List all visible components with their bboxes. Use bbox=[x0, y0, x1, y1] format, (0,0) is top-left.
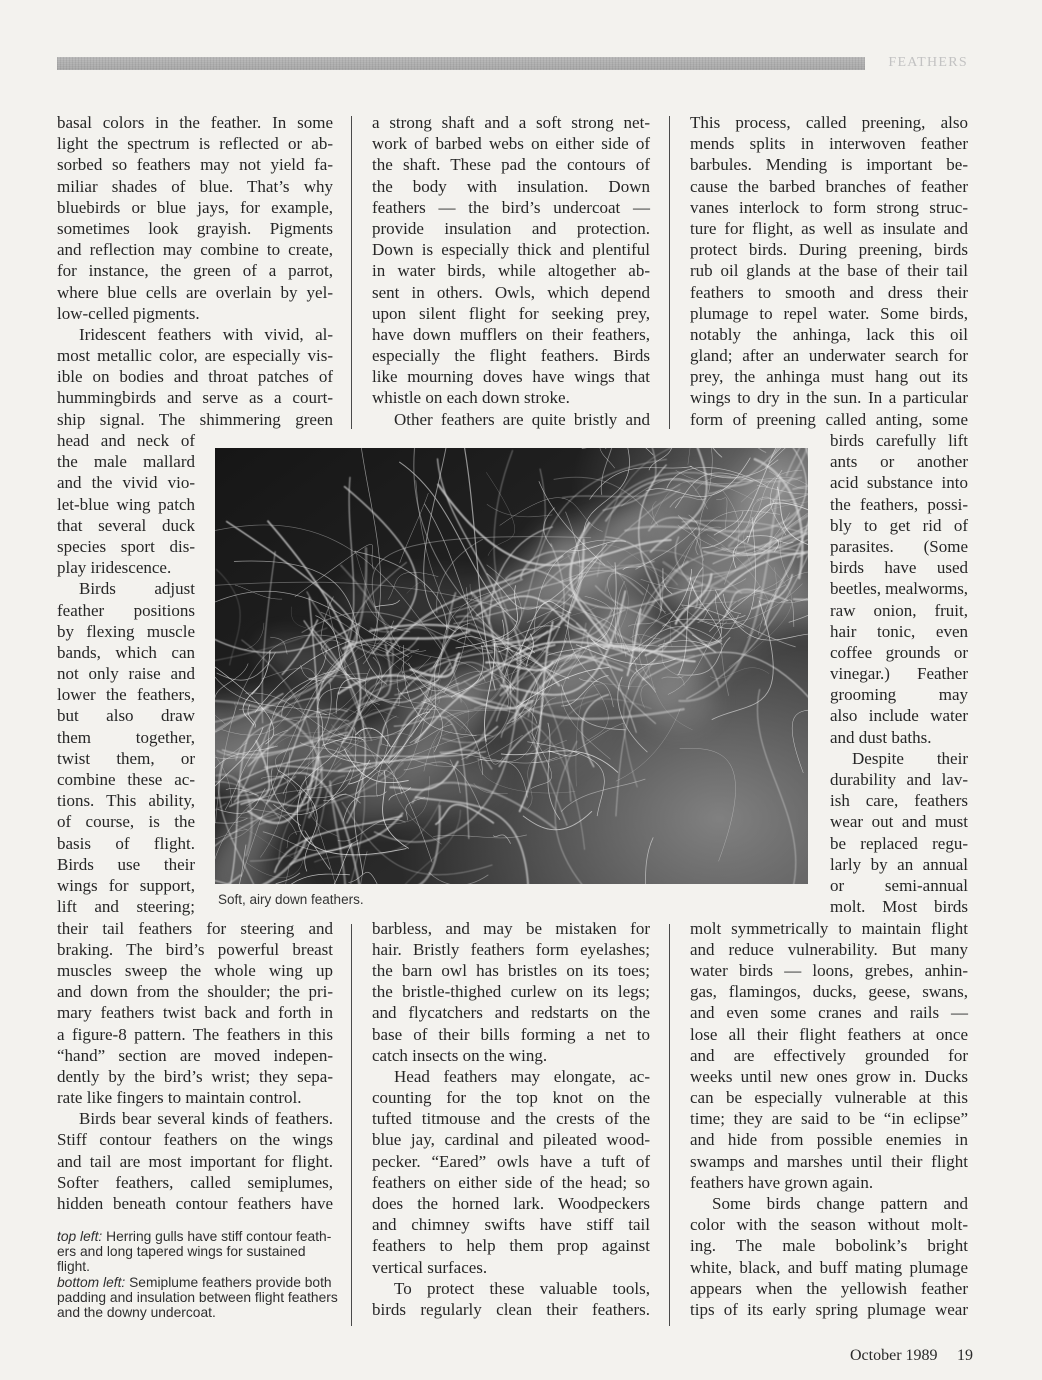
text-line: barbless, and may be mistaken for bbox=[372, 918, 650, 938]
text-line: basal colors in the feather. In some bbox=[57, 113, 333, 132]
text-line: low-celled pigments. bbox=[57, 303, 200, 323]
text-line: a figure-8 pattern. The feathers in this bbox=[57, 1024, 333, 1044]
caption-label: bottom left: bbox=[57, 1274, 126, 1290]
text-line: acid substance into bbox=[830, 473, 968, 493]
text-line: and reduce vulnerability. But many bbox=[690, 939, 968, 959]
text-line: wings to dry in the sun. In a particular bbox=[690, 388, 968, 408]
text-line: whistle on each down stroke. bbox=[372, 388, 570, 408]
text-line: grooming may bbox=[830, 685, 968, 705]
text-line: and reflection may combine to create, bbox=[57, 240, 333, 260]
text-line: bluebirds or blue jays, for example, bbox=[57, 197, 333, 217]
text-line: but also draw bbox=[57, 706, 195, 726]
text-line: also include water bbox=[830, 706, 968, 726]
text-line: form of preening called anting, some bbox=[690, 409, 969, 429]
text-line: catch insects on the wing. bbox=[372, 1045, 548, 1065]
text-line: and down from the shoulder; the pri- bbox=[57, 982, 334, 1002]
column-1-wrap bbox=[57, 430, 195, 917]
text-line: vinegar.) Feather bbox=[830, 664, 968, 684]
text-line: wings for support, bbox=[57, 875, 195, 895]
text-line: muscles sweep the whole wing up bbox=[57, 960, 333, 980]
text-line: molt symmetrically to maintain flight bbox=[690, 918, 968, 938]
text-line: Head feathers may elongate, ac- bbox=[394, 1066, 650, 1086]
text-line: most metallic color, are especially vis- bbox=[57, 346, 333, 366]
text-line: where blue cells are overlain by yel- bbox=[57, 282, 333, 302]
text-line: durability and lav- bbox=[830, 770, 968, 789]
column-rule-2-bottom bbox=[669, 924, 670, 1326]
text-line: sorbed so feathers may not yield fa- bbox=[57, 155, 333, 175]
text-line: larly by an annual bbox=[830, 854, 968, 874]
text-line: rub oil glands at the base of their tail bbox=[690, 261, 969, 281]
caption-text: and the downy undercoat. bbox=[57, 1304, 216, 1320]
text-line: and hide from possible enemies in bbox=[690, 1130, 968, 1150]
text-line: dently by the bird’s wrist; they sepa- bbox=[57, 1066, 333, 1086]
text-line: beetles, mealworms, bbox=[830, 579, 968, 599]
text-line: ants or another bbox=[830, 452, 968, 472]
text-line: sent in others. Owls, which depend bbox=[372, 282, 650, 302]
text-line: ing. The male bobolink’s bright bbox=[690, 1236, 968, 1256]
text-line: ible on bodies and throat patches of bbox=[57, 367, 333, 387]
text-line: work of barbed webs on either side of bbox=[372, 134, 650, 154]
text-line: hair tonic, even bbox=[830, 621, 968, 641]
text-line: the feathers, possi- bbox=[830, 494, 968, 514]
text-line: coffee grounds or bbox=[830, 642, 968, 662]
text-line: of course, is the bbox=[57, 812, 195, 832]
caption-text: padding and insulation between flight feathers bbox=[57, 1289, 338, 1305]
column-2-bottom bbox=[372, 918, 650, 1321]
column-3-wrap bbox=[830, 430, 968, 917]
text-line: provide insulation and protection. bbox=[372, 218, 650, 238]
text-line: appears when the yellowish feather bbox=[690, 1278, 968, 1298]
text-line: and the vivid vio- bbox=[57, 473, 195, 493]
text-line: bly to get rid of bbox=[830, 515, 968, 535]
text-line: protect birds. During preening, birds bbox=[690, 240, 968, 260]
column-2-top bbox=[372, 112, 650, 430]
text-line: mends splits in interwoven feather bbox=[690, 134, 968, 154]
text-line: swamps and marshes until their flight bbox=[690, 1151, 968, 1171]
issue-date: October 1989 bbox=[850, 1347, 938, 1364]
text-line: hair. Bristly feathers form eyelashes; bbox=[372, 939, 650, 959]
text-line: that several duck bbox=[57, 515, 195, 535]
page-number: 19 bbox=[957, 1347, 973, 1364]
text-line: miliar shades of blue. That’s why bbox=[57, 176, 334, 196]
column-1-top bbox=[57, 112, 333, 430]
text-line: head and neck of bbox=[57, 431, 195, 450]
text-line: let-blue wing patch bbox=[57, 494, 195, 514]
text-line: “hand” section are moved indepen- bbox=[57, 1045, 333, 1065]
text-line: lower the feathers, bbox=[57, 685, 195, 705]
text-line: Other feathers are quite bristly and bbox=[394, 409, 650, 429]
text-line: Birds use their bbox=[57, 854, 195, 874]
caption-bottom-left-line bbox=[57, 1275, 349, 1290]
text-line: vertical surfaces. bbox=[372, 1257, 488, 1277]
column-3-bottom bbox=[690, 918, 968, 1321]
text-line: play iridescence. bbox=[57, 558, 172, 578]
text-line: birds carefully lift bbox=[830, 431, 968, 450]
text-line: and are effectively grounded for bbox=[690, 1045, 968, 1065]
text-line: water birds — loons, grebes, anhin- bbox=[690, 960, 968, 980]
text-line: tips of its early spring plumage wear bbox=[690, 1299, 968, 1319]
down-feathers-photo bbox=[215, 448, 808, 884]
text-line: Some birds change pattern and bbox=[712, 1194, 968, 1214]
text-line: Iridescent feathers with vivid, al- bbox=[79, 324, 333, 344]
text-line: and tail are most important for flight. bbox=[57, 1151, 334, 1171]
text-line: gas, flamingos, ducks, geese, swans, bbox=[690, 982, 968, 1002]
text-line: hummingbirds and serve as a court- bbox=[57, 388, 333, 408]
text-line: and flycatchers and redstarts on the bbox=[372, 1003, 650, 1023]
text-line: parasites. (Some bbox=[830, 536, 969, 556]
text-line: white, black, and buff mating plumage bbox=[690, 1257, 968, 1277]
text-line: especially the flight feathers. Birds bbox=[372, 346, 651, 366]
text-line: the barn owl has bristles on its toes; bbox=[372, 960, 650, 980]
text-line: feathers on either side of the head; so bbox=[372, 1172, 650, 1192]
text-line: lift and steering; bbox=[57, 897, 195, 917]
text-line: prey, the anhinga must hang out its bbox=[690, 367, 969, 387]
caption-text: flight. bbox=[57, 1259, 90, 1275]
text-line: and even some cranes and rails — bbox=[690, 1003, 968, 1023]
text-line: light the spectrum is reflected or ab- bbox=[57, 134, 333, 154]
text-line: color with the season without molt- bbox=[690, 1215, 968, 1235]
text-line: raw onion, fruit, bbox=[830, 600, 968, 620]
text-line: Birds adjust bbox=[79, 579, 195, 599]
text-line: twist them, or bbox=[57, 748, 195, 768]
text-line: feathers — the bird’s undercoat — bbox=[372, 197, 650, 217]
text-line: base of their bills forming a net to bbox=[372, 1024, 650, 1044]
text-line: time; they are said to be “in eclipse” bbox=[690, 1109, 968, 1129]
text-line: Despite their bbox=[852, 748, 968, 768]
text-line: for instance, the green of a parrot, bbox=[57, 261, 333, 281]
caption-text: Herring gulls have stiff contour feath- bbox=[106, 1229, 332, 1244]
text-line: not only raise and bbox=[57, 664, 195, 684]
text-line: cause the barbed branches of feather bbox=[690, 176, 968, 196]
text-line: the male mallard bbox=[57, 452, 195, 472]
text-line: counting for the top knot on the bbox=[372, 1088, 650, 1108]
text-line: Birds bear several kinds of feathers. bbox=[79, 1109, 333, 1129]
text-line: does the horned lark. Woodpeckers bbox=[372, 1194, 650, 1214]
photo-image bbox=[215, 448, 808, 884]
text-line: molt. Most birds bbox=[830, 897, 968, 917]
text-line: have down mufflers on their feathers, bbox=[372, 324, 650, 344]
text-line: by flexing muscle bbox=[57, 621, 195, 641]
text-line: feather positions bbox=[57, 600, 195, 620]
text-line: in water birds, while altogether ab- bbox=[372, 261, 650, 281]
header-bar bbox=[57, 57, 865, 70]
text-line: plumage to repel water. Some birds, bbox=[690, 303, 968, 323]
text-line: upon silent flight for seeking prey, bbox=[372, 303, 651, 323]
text-line: feathers have grown again. bbox=[690, 1172, 874, 1192]
text-line: feathers to help them prop against bbox=[372, 1236, 650, 1256]
text-line: them together, bbox=[57, 727, 195, 747]
text-line: and dust baths. bbox=[830, 727, 932, 747]
text-line: species sport dis- bbox=[57, 536, 195, 556]
column-3-top bbox=[690, 112, 968, 430]
text-line: sometimes look grayish. Pigments bbox=[57, 218, 333, 238]
text-line: birds have used bbox=[830, 558, 968, 578]
text-line: their tail feathers for steering and bbox=[57, 918, 333, 938]
text-line: pecker. “Eared” owls have a tuft of bbox=[372, 1151, 650, 1171]
text-line: Softer feathers, called semiplumes, bbox=[57, 1172, 333, 1192]
text-line: tufted titmouse and the crests of the bbox=[372, 1109, 650, 1129]
caption-label: top left: bbox=[57, 1229, 103, 1244]
column-rule-1-bottom bbox=[351, 924, 352, 1326]
text-line: vanes interlock to form strong struc- bbox=[690, 197, 968, 217]
text-line: a strong shaft and a soft strong net- bbox=[372, 113, 650, 132]
text-line: notably the anhinga, lack this oil bbox=[690, 324, 968, 344]
text-line: the shaft. These pad the contours of bbox=[372, 155, 650, 175]
text-line: birds regularly clean their feathers. bbox=[372, 1299, 650, 1319]
text-line: basis of flight. bbox=[57, 833, 195, 853]
caption-text: ers and long tapered wings for sustained bbox=[57, 1244, 306, 1260]
text-line: rate like fingers to maintain control. bbox=[57, 1088, 302, 1108]
text-line: and chimney swifts have stiff tail bbox=[372, 1215, 650, 1235]
text-line: This process, called preening, also bbox=[690, 113, 968, 132]
text-line: feathers to smooth and dress their bbox=[690, 282, 968, 302]
text-line: combine these ac- bbox=[57, 770, 196, 789]
text-line: ture for flight, as well as insulate and bbox=[690, 218, 968, 238]
text-line: tions. This ability, bbox=[57, 791, 195, 811]
text-line: be replaced regu- bbox=[830, 833, 968, 853]
text-line: hidden beneath contour feathers have bbox=[57, 1194, 333, 1214]
caption-top-left-line bbox=[57, 1229, 349, 1244]
text-line: or semi-annual bbox=[830, 875, 968, 895]
text-line: gland; after an underwater search for bbox=[690, 346, 968, 366]
text-line: mary feathers twist back and forth in bbox=[57, 1003, 333, 1023]
text-line: wear out and must bbox=[830, 812, 969, 832]
text-line: ship signal. The shimmering green bbox=[57, 409, 333, 429]
text-line: braking. The bird’s powerful breast bbox=[57, 939, 333, 959]
column-rule-2-top bbox=[669, 116, 670, 429]
text-line: weeks until new ones grow in. Ducks bbox=[690, 1066, 968, 1086]
section-title: FEATHERS bbox=[888, 55, 968, 70]
caption-text: Semiplume feathers provide both bbox=[129, 1274, 332, 1290]
text-line: the body with insulation. Down bbox=[372, 176, 650, 196]
column-rule-1-top bbox=[351, 116, 352, 429]
text-line: can be especially vulnerable at this bbox=[690, 1088, 968, 1108]
column-1-bottom bbox=[57, 918, 333, 1215]
photo-caption: Soft, airy down feathers. bbox=[218, 892, 364, 907]
text-line: blue jay, cardinal and pileated wood- bbox=[372, 1130, 650, 1150]
text-line: To protect these valuable tools, bbox=[394, 1278, 650, 1298]
text-line: Stiff contour feathers on the wings bbox=[57, 1130, 333, 1150]
side-captions bbox=[57, 1229, 349, 1320]
text-line: lose all their flight feathers at once bbox=[690, 1024, 968, 1044]
text-line: bands, which can bbox=[57, 642, 195, 662]
text-line: the bristle-thighed curlew on its legs; bbox=[372, 982, 650, 1002]
text-line: like mourning doves have wings that bbox=[372, 367, 650, 387]
text-line: barbules. Mending is important be- bbox=[690, 155, 968, 175]
text-line: ish care, feathers bbox=[830, 791, 968, 811]
text-line: Down is especially thick and plentiful bbox=[372, 240, 650, 260]
